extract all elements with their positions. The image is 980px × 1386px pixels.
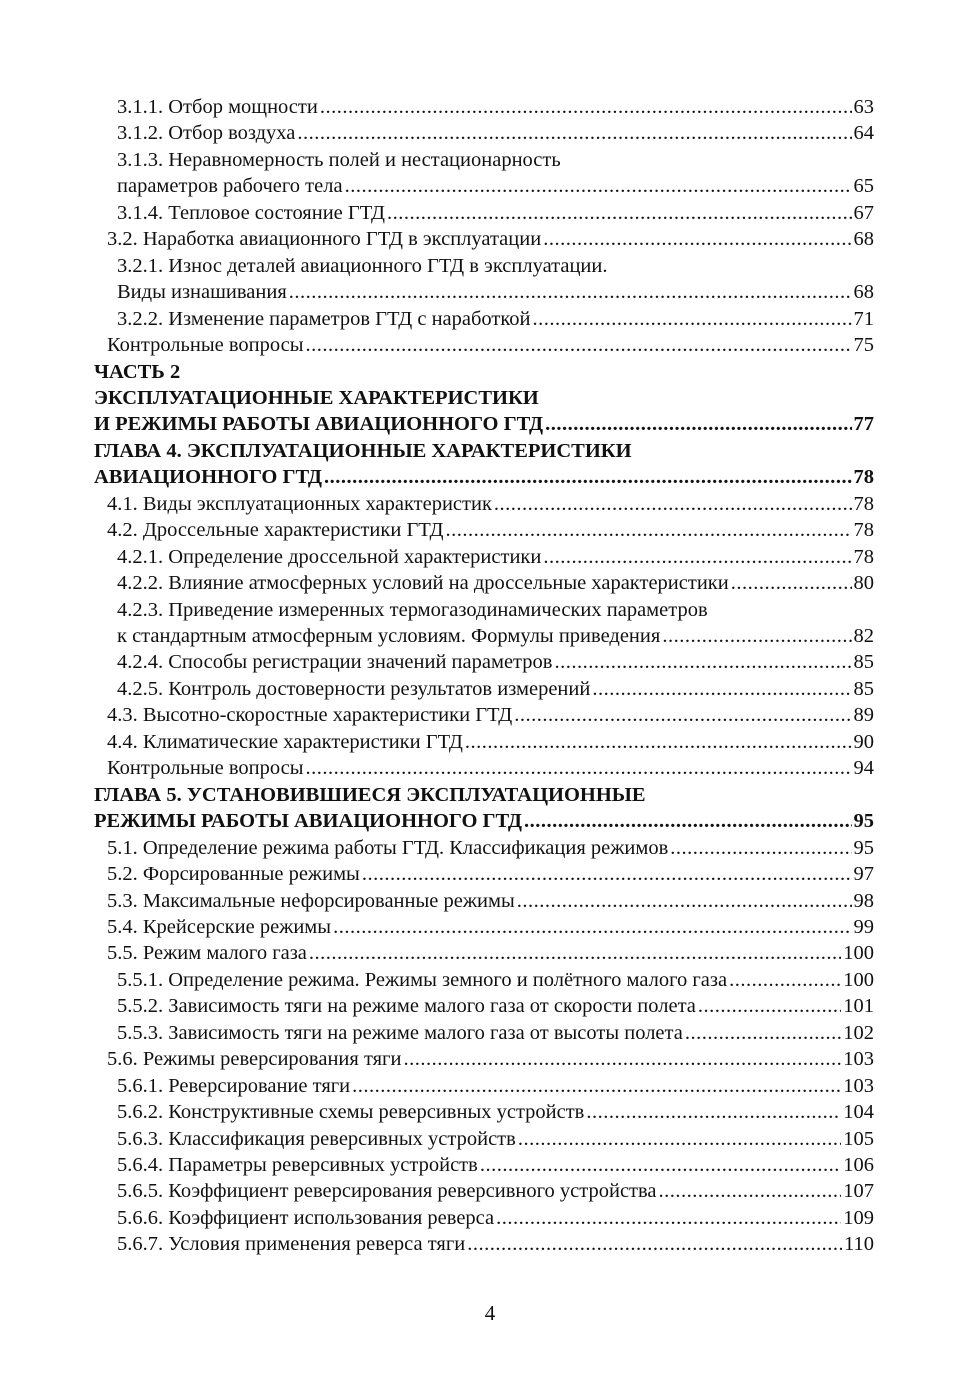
toc-entry-title: 5.4. Крейсерские режимы <box>107 915 332 938</box>
toc-entry <box>117 1020 874 1046</box>
toc-entry-title: 4.2.3. Приведение измеренных термогазодинамических параметров <box>117 598 708 621</box>
toc-entry <box>117 993 874 1019</box>
dot-leader <box>345 173 852 199</box>
toc-entry-title: Контрольные вопросы <box>107 334 304 357</box>
toc-entry-page: 100 <box>843 968 874 991</box>
toc-entry-page: 77 <box>853 413 874 436</box>
toc-heading-line <box>94 411 874 437</box>
toc-entry <box>117 306 874 332</box>
toc-entry <box>107 332 874 358</box>
toc-entry-page: 89 <box>853 704 874 727</box>
toc-heading-line <box>94 808 874 834</box>
toc-entry-title: 5.1. Определение режима работы ГТД. Классификация режимов <box>107 836 669 859</box>
toc-entry <box>107 729 874 755</box>
toc-entry-title: И РЕЖИМЫ РАБОТЫ АВИАЦИОННОГО ГТД <box>94 413 544 436</box>
toc-entry-page: 63 <box>853 96 874 118</box>
toc-entry-page: 98 <box>853 889 874 912</box>
toc-entry-page: 95 <box>853 810 874 833</box>
toc-entry <box>117 147 874 173</box>
toc-entry <box>117 1231 874 1257</box>
toc-entry <box>117 200 874 226</box>
toc-entry-page: 90 <box>853 730 874 753</box>
toc-entry-page: 94 <box>853 757 874 780</box>
dot-leader <box>514 702 851 728</box>
dot-leader <box>387 200 852 226</box>
toc-entry-title: 4.2.4. Способы регистрации значений параметров <box>117 651 553 674</box>
toc-entry-page: 68 <box>853 281 874 304</box>
toc-entry-page: 65 <box>853 175 874 198</box>
toc-entry-title: 3.1.3. Неравномерность полей и нестационарность <box>117 148 561 171</box>
toc-heading-line <box>94 464 874 490</box>
toc-entry <box>107 491 874 517</box>
toc-entry-title: к стандартным атмосферным условиям. Формулы приведения <box>117 625 661 647</box>
toc-entry <box>117 253 874 279</box>
toc-entry-page: 95 <box>853 836 874 859</box>
toc-entry-title: 3.1.1. Отбор мощности <box>117 96 318 118</box>
toc-entry-title: 4.2.2. Влияние атмосферных условий на дроссельные характеристики <box>117 572 729 595</box>
toc-entry-title: 5.6.3. Классификация реверсивных устройств <box>117 1127 516 1150</box>
dot-leader <box>592 676 851 702</box>
toc-entry <box>107 517 874 543</box>
toc-entry-page: 64 <box>853 122 874 145</box>
toc-entry-title: АВИАЦИОННОГО ГТД <box>94 466 323 489</box>
toc-entry-title: 3.2.1. Износ деталей авиационного ГТД в эксплуатации. <box>117 254 608 277</box>
toc-entry <box>117 94 874 120</box>
toc-entry-page: 102 <box>843 1021 874 1044</box>
toc-entry-page: 104 <box>843 1101 874 1124</box>
toc-entry <box>117 570 874 596</box>
dot-leader <box>306 332 852 358</box>
toc-entry-title: 5.6.5. Коэффициент реверсирования реверсивного устройства <box>117 1180 657 1203</box>
toc-entry-page: 85 <box>853 651 874 674</box>
dot-leader <box>362 861 852 887</box>
dot-leader <box>333 914 851 940</box>
toc-entry-page: 109 <box>843 1206 874 1229</box>
toc-entry-title: 5.2. Форсированные режимы <box>107 863 360 886</box>
toc-entry-page: 100 <box>843 942 874 965</box>
toc-entry-page: 68 <box>853 228 874 251</box>
toc-entry-title: 5.6.6. Коэффициент использования реверса <box>117 1206 495 1229</box>
toc-entry <box>117 623 874 649</box>
toc-entry <box>117 967 874 993</box>
dot-leader <box>698 993 841 1019</box>
dot-leader <box>324 464 851 490</box>
dot-leader <box>309 940 841 966</box>
toc-entry-title: ЧАСТЬ 2 <box>94 360 181 383</box>
toc-entry-page: 106 <box>843 1154 874 1176</box>
toc-entry <box>117 173 874 199</box>
toc-entry-title: 4.1. Виды эксплуатационных характеристик <box>107 492 492 515</box>
dot-leader <box>446 517 852 543</box>
toc-entry-page: 99 <box>853 915 874 938</box>
toc-entry-page: 97 <box>853 863 874 886</box>
toc-entry <box>107 755 874 781</box>
toc-entry-page: 82 <box>853 625 874 647</box>
toc-entry <box>107 888 874 914</box>
toc-entry-page: 78 <box>853 519 874 542</box>
toc-entry-title: 3.1.2. Отбор воздуха <box>117 122 296 145</box>
toc-entry-title: 5.6.4. Параметры реверсивных устройств <box>117 1154 478 1176</box>
dot-leader <box>480 1152 841 1178</box>
toc-entry-title: Контрольные вопросы <box>107 757 304 780</box>
dot-leader <box>662 623 851 649</box>
toc-entry-page: 67 <box>853 201 874 224</box>
toc-entry-title: 4.3. Высотно-скоростные характеристики ГТД <box>107 704 513 727</box>
toc-entry-page: 103 <box>843 1048 874 1071</box>
toc-entry-title: РЕЖИМЫ РАБОТЫ АВИАЦИОННОГО ГТД <box>94 810 523 833</box>
dot-leader <box>496 1205 841 1231</box>
dot-leader <box>403 1046 841 1072</box>
toc-entry-title: параметров рабочего тела <box>117 175 343 198</box>
toc-entry-page: 107 <box>843 1180 874 1203</box>
toc-entry-page: 78 <box>853 466 874 489</box>
dot-leader <box>729 967 841 993</box>
dot-leader <box>670 835 851 861</box>
toc-entry-page: 103 <box>843 1074 874 1097</box>
dot-leader <box>518 1126 841 1152</box>
dot-leader <box>659 1178 842 1204</box>
toc-entry-title: Виды изнашивания <box>117 281 287 304</box>
toc-entry-title: 5.5.2. Зависимость тяги на режиме малого газа от скорости полета <box>117 995 696 1018</box>
toc-entry <box>107 835 874 861</box>
toc-entry-title: 5.5.3. Зависимость тяги на режиме малого газа от высоты полета <box>117 1021 683 1044</box>
toc-entry <box>117 120 874 146</box>
toc-entry-title: 4.2.1. Определение дроссельной характеристики <box>117 545 542 568</box>
toc-entry-page: 78 <box>853 545 874 568</box>
toc-entry-page: 80 <box>853 572 874 595</box>
dot-leader <box>731 570 852 596</box>
toc-entry <box>107 914 874 940</box>
dot-leader <box>320 94 852 120</box>
toc-entry <box>117 1178 874 1204</box>
toc-entry-title: ГЛАВА 4. ЭКСПЛУАТАЦИОННЫЕ ХАРАКТЕРИСТИКИ <box>94 439 632 462</box>
toc-entry-title: 5.6.7. Условия применения реверса тяги <box>117 1233 466 1256</box>
toc-entry-page: 71 <box>853 307 874 330</box>
toc-entry <box>117 544 874 570</box>
page-number: 4 <box>484 1301 496 1325</box>
dot-leader <box>543 226 851 252</box>
toc-entry <box>117 279 874 305</box>
toc-entry <box>117 1099 874 1125</box>
dot-leader <box>352 1073 841 1099</box>
toc-entry-page: 78 <box>853 492 874 515</box>
toc-entry-title: 5.3. Максимальные нефорсированные режимы <box>107 889 515 912</box>
toc-entry <box>107 940 874 966</box>
dot-leader <box>289 279 852 305</box>
toc-heading-line <box>94 438 874 464</box>
dot-leader <box>543 544 851 570</box>
dot-leader <box>524 808 851 834</box>
dot-leader <box>554 649 851 675</box>
dot-leader <box>297 120 851 146</box>
toc-entry-page: 105 <box>843 1127 874 1150</box>
toc-entry-title: 4.4. Климатические характеристики ГТД <box>107 730 463 753</box>
toc-entry-title: 4.2.5. Контроль достоверности результатов измерений <box>117 677 591 700</box>
toc-entry <box>107 861 874 887</box>
dot-leader <box>533 306 852 332</box>
toc-entry <box>107 702 874 728</box>
toc-entry <box>117 597 874 623</box>
toc-entry <box>107 1046 874 1072</box>
toc-heading-line <box>94 385 874 411</box>
toc-entry <box>107 226 874 252</box>
toc-entry <box>117 676 874 702</box>
toc-entry <box>117 1073 874 1099</box>
toc-entry-page: 85 <box>853 677 874 700</box>
toc-entry-title: 3.2.2. Изменение параметров ГТД с наработкой <box>117 307 531 330</box>
dot-leader <box>465 729 852 755</box>
dot-leader <box>494 491 852 517</box>
dot-leader <box>467 1231 842 1257</box>
toc-entry-page: 75 <box>853 334 874 357</box>
toc-entry-title: 5.6.2. Конструктивные схемы реверсивных устройств <box>117 1101 585 1124</box>
toc-entry-title: 5.5. Режим малого газа <box>107 942 307 965</box>
toc-entry-title: 4.2. Дроссельные характеристики ГТД <box>107 519 444 542</box>
toc-entry-title: 5.6.1. Реверсирование тяги <box>117 1074 351 1097</box>
dot-leader <box>306 755 852 781</box>
toc-entry <box>117 1152 874 1178</box>
toc-entry-page: 110 <box>844 1233 874 1256</box>
toc-entry <box>117 649 874 675</box>
toc-entry-title: 3.1.4. Тепловое состояние ГТД <box>117 201 385 224</box>
dot-leader <box>545 411 851 437</box>
toc-entry-title: 5.6. Режимы реверсирования тяги <box>107 1048 402 1071</box>
toc-entry-title: ЭКСПЛУАТАЦИОННЫЕ ХАРАКТЕРИСТИКИ <box>94 386 539 409</box>
dot-leader <box>685 1020 841 1046</box>
toc-entry-title: 3.2. Наработка авиационного ГТД в эксплуатации <box>107 228 542 251</box>
toc-entry-title: ГЛАВА 5. УСТАНОВИВШИЕСЯ ЭКСПЛУАТАЦИОННЫЕ <box>94 783 646 806</box>
toc-entry <box>117 1126 874 1152</box>
toc-heading-line <box>94 782 874 808</box>
toc-entry-title: 5.5.1. Определение режима. Режимы земного и полётного малого газа <box>117 968 728 991</box>
toc-entry <box>117 1205 874 1231</box>
toc-entry-page: 101 <box>843 995 874 1018</box>
toc-heading-line <box>94 359 874 385</box>
dot-leader <box>517 888 852 914</box>
dot-leader <box>586 1099 841 1125</box>
